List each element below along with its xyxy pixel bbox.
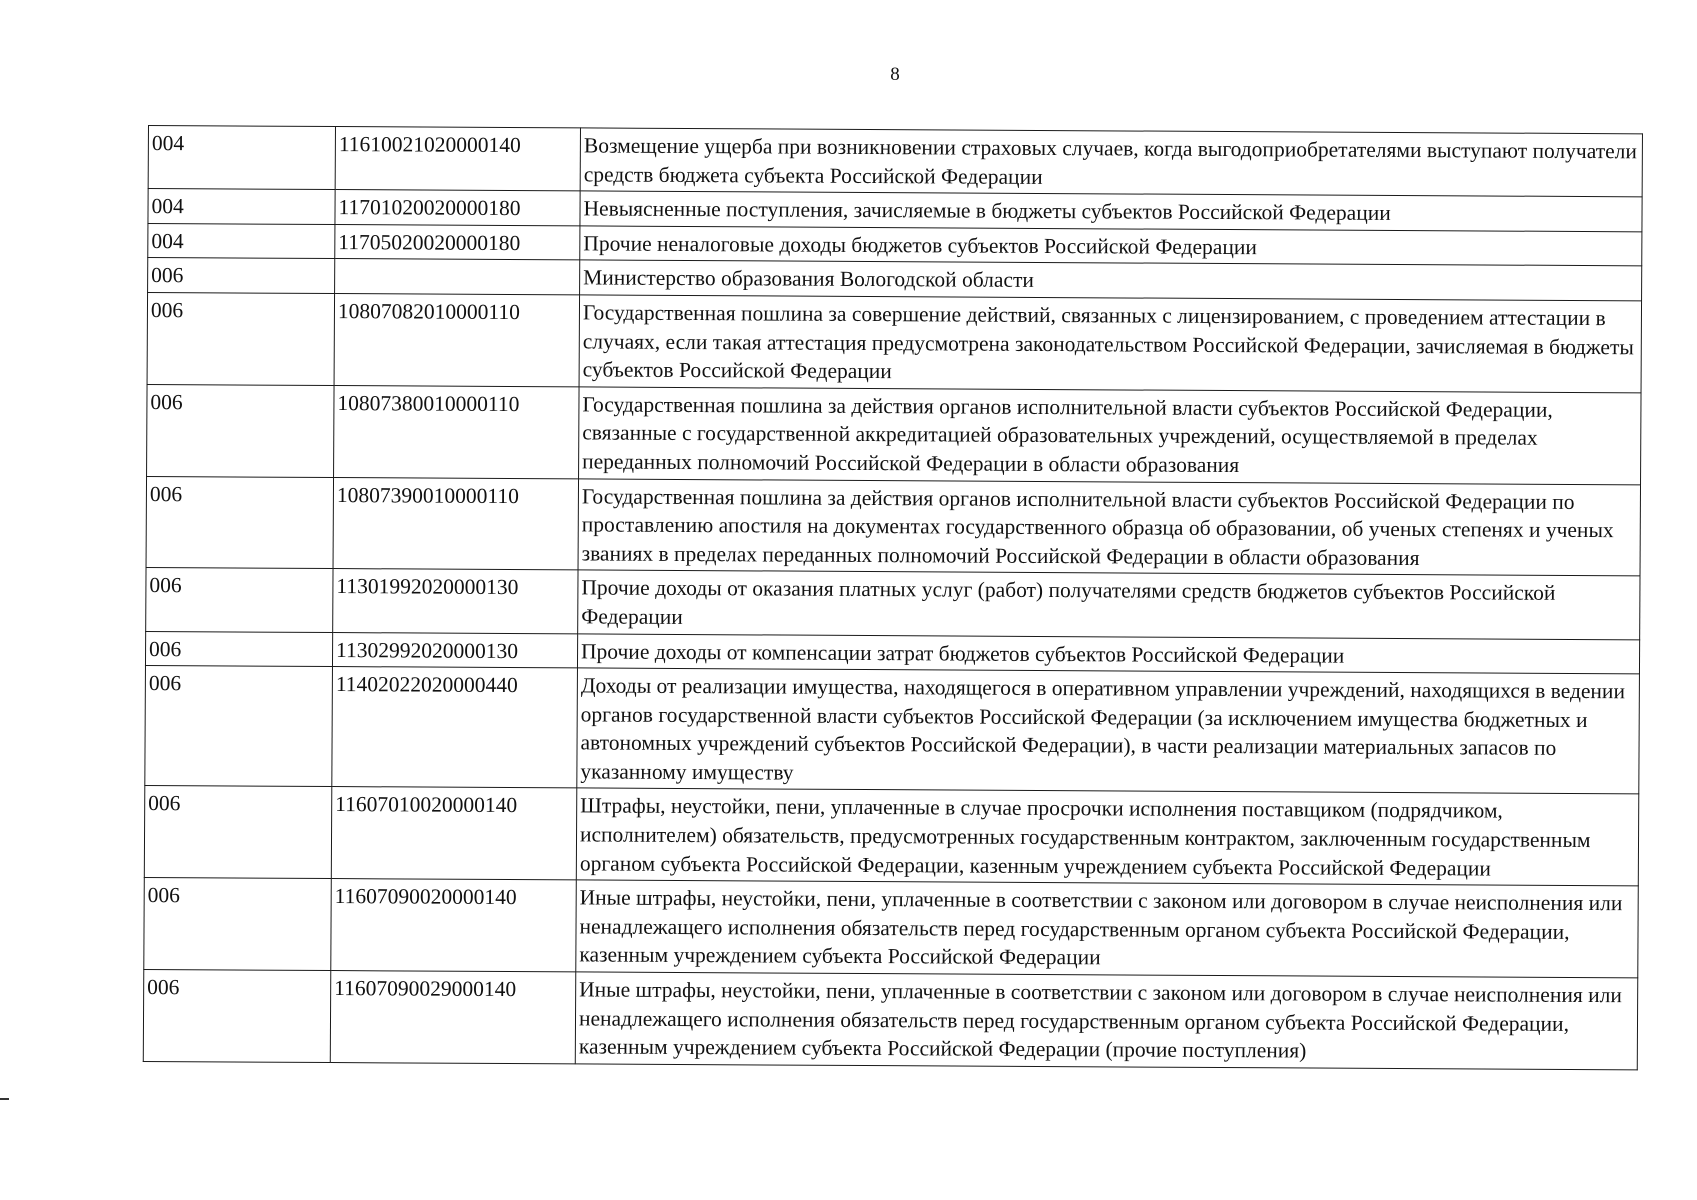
revenue-name-cell: Иные штрафы, неустойки, пени, уплаченные в соответствии с законом или договором в случае неисполнения или ненадлежащего исполнения обязательств перед государственным органом субъекта Российской Федерации, казенным учреждением субъекта Российской Федерации (прочие поступления) xyxy=(575,972,1637,1070)
admin-code-cell: 006 xyxy=(147,384,335,477)
revenue-name-cell: Прочие неналоговые доходы бюджетов субъектов Российской Федерации xyxy=(580,226,1642,267)
revenue-code-cell xyxy=(335,259,580,295)
admin-code-cell: 006 xyxy=(146,476,334,569)
table-row xyxy=(146,568,1640,640)
scan-edge-mark xyxy=(0,1098,9,1100)
table-row xyxy=(143,970,1637,1070)
revenue-codes-table-wrapper xyxy=(143,125,1643,1070)
revenue-code-cell: 11302992020000130 xyxy=(332,632,577,668)
revenue-name-cell: Государственная пошлина за совершение действий, связанных с лицензированием, с проведением аттестации в случаях, если такая аттестация предусмотрена законодательством Российской Федерации, зачисляемая в бюджеты субъектов Российской Федерации xyxy=(579,295,1641,393)
revenue-name-cell: Доходы от реализации имущества, находящегося в оперативном управлении учреждений, находящихся в ведении органов государственной власти субъектов Российской Федерации (за исключением имущества бюджетных и автономных учреждений субъектов Российской Федерации), в части реализации материальных запасов по указанному имуществу xyxy=(577,668,1640,794)
admin-code-cell: 006 xyxy=(146,568,333,632)
revenue-codes-table xyxy=(143,125,1643,1070)
admin-code-cell: 004 xyxy=(148,126,335,190)
revenue-code-cell: 10807390010000110 xyxy=(333,477,579,570)
revenue-code-cell: 11610021020000140 xyxy=(335,127,580,192)
revenue-code-cell: 10807082010000110 xyxy=(334,294,580,387)
admin-code-cell: 006 xyxy=(145,666,333,787)
admin-code-cell: 006 xyxy=(148,258,335,294)
revenue-name-cell: Государственная пошлина за действия органов исполнительной власти субъектов Российской Федерации по проставлению апостиля на документах государственного образца об образовании, об ученых степенях и ученых званиях в пределах переданных полномочий Российской Федерации в области образования xyxy=(578,478,1640,576)
revenue-name-cell: Прочие доходы от оказания платных услуг (работ) получателями средств бюджетов субъектов Российской Федерации xyxy=(578,570,1640,639)
table-row xyxy=(147,384,1641,484)
revenue-name-cell: Министерство образования Вологодской области xyxy=(580,260,1642,301)
revenue-code-cell: 11701020020000180 xyxy=(335,190,580,226)
revenue-code-cell: 11402022020000440 xyxy=(332,667,578,789)
revenue-code-cell: 11607090020000140 xyxy=(331,879,577,972)
revenue-code-cell: 11607010020000140 xyxy=(331,787,577,880)
revenue-code-cell: 10807380010000110 xyxy=(334,385,580,478)
revenue-name-cell: Невыясненные поступления, зачисляемые в бюджеты субъектов Российской Федерации xyxy=(580,191,1642,232)
revenue-code-cell: 11705020020000180 xyxy=(335,224,580,260)
revenue-code-cell: 11301992020000130 xyxy=(333,569,578,634)
table-row xyxy=(145,666,1640,795)
admin-code-cell: 004 xyxy=(148,189,335,225)
admin-code-cell: 006 xyxy=(143,970,331,1063)
table-row xyxy=(148,126,1642,198)
admin-code-cell: 006 xyxy=(145,631,332,667)
admin-code-cell: 006 xyxy=(144,878,332,971)
admin-code-cell: 004 xyxy=(148,223,335,259)
table-row xyxy=(144,786,1638,886)
revenue-name-cell: Возмещение ущерба при возникновении страховых случаев, когда выгодоприобретателями выступают получатели средств бюджета субъекта Российской Федерации xyxy=(580,128,1642,197)
revenue-name-cell: Государственная пошлина за действия органов исполнительной власти субъектов Российской Федерации, связанные с государственной аккредитацией образовательных учреждений, осуществляемой в пределах переданных полномочий Российской Федерации в области образования xyxy=(579,387,1641,485)
table-row xyxy=(144,878,1638,978)
admin-code-cell: 006 xyxy=(144,786,332,879)
admin-code-cell: 006 xyxy=(147,292,335,385)
table-row xyxy=(146,476,1640,576)
table-row xyxy=(147,292,1641,392)
table-body xyxy=(143,126,1642,1070)
page-number: 8 xyxy=(890,64,900,85)
revenue-name-cell: Иные штрафы, неустойки, пени, уплаченные в соответствии с законом или договором в случае неисполнения или ненадлежащего исполнения обязательств перед государственным органом субъекта Российской Федерации, казенным учреждением субъекта Российской Федерации xyxy=(576,880,1638,978)
revenue-name-cell: Штрафы, неустойки, пени, уплаченные в случае просрочки исполнения поставщиком (подрядчиком, исполнителем) обязательств, предусмотренных государственным контрактом, заключенным государственным органом субъекта Российской Федерации, казенным учреждением субъекта Российской Федерации xyxy=(576,788,1638,886)
revenue-name-cell: Прочие доходы от компенсации затрат бюджетов субъектов Российской Федерации xyxy=(577,633,1639,674)
revenue-code-cell: 11607090029000140 xyxy=(330,971,576,1064)
